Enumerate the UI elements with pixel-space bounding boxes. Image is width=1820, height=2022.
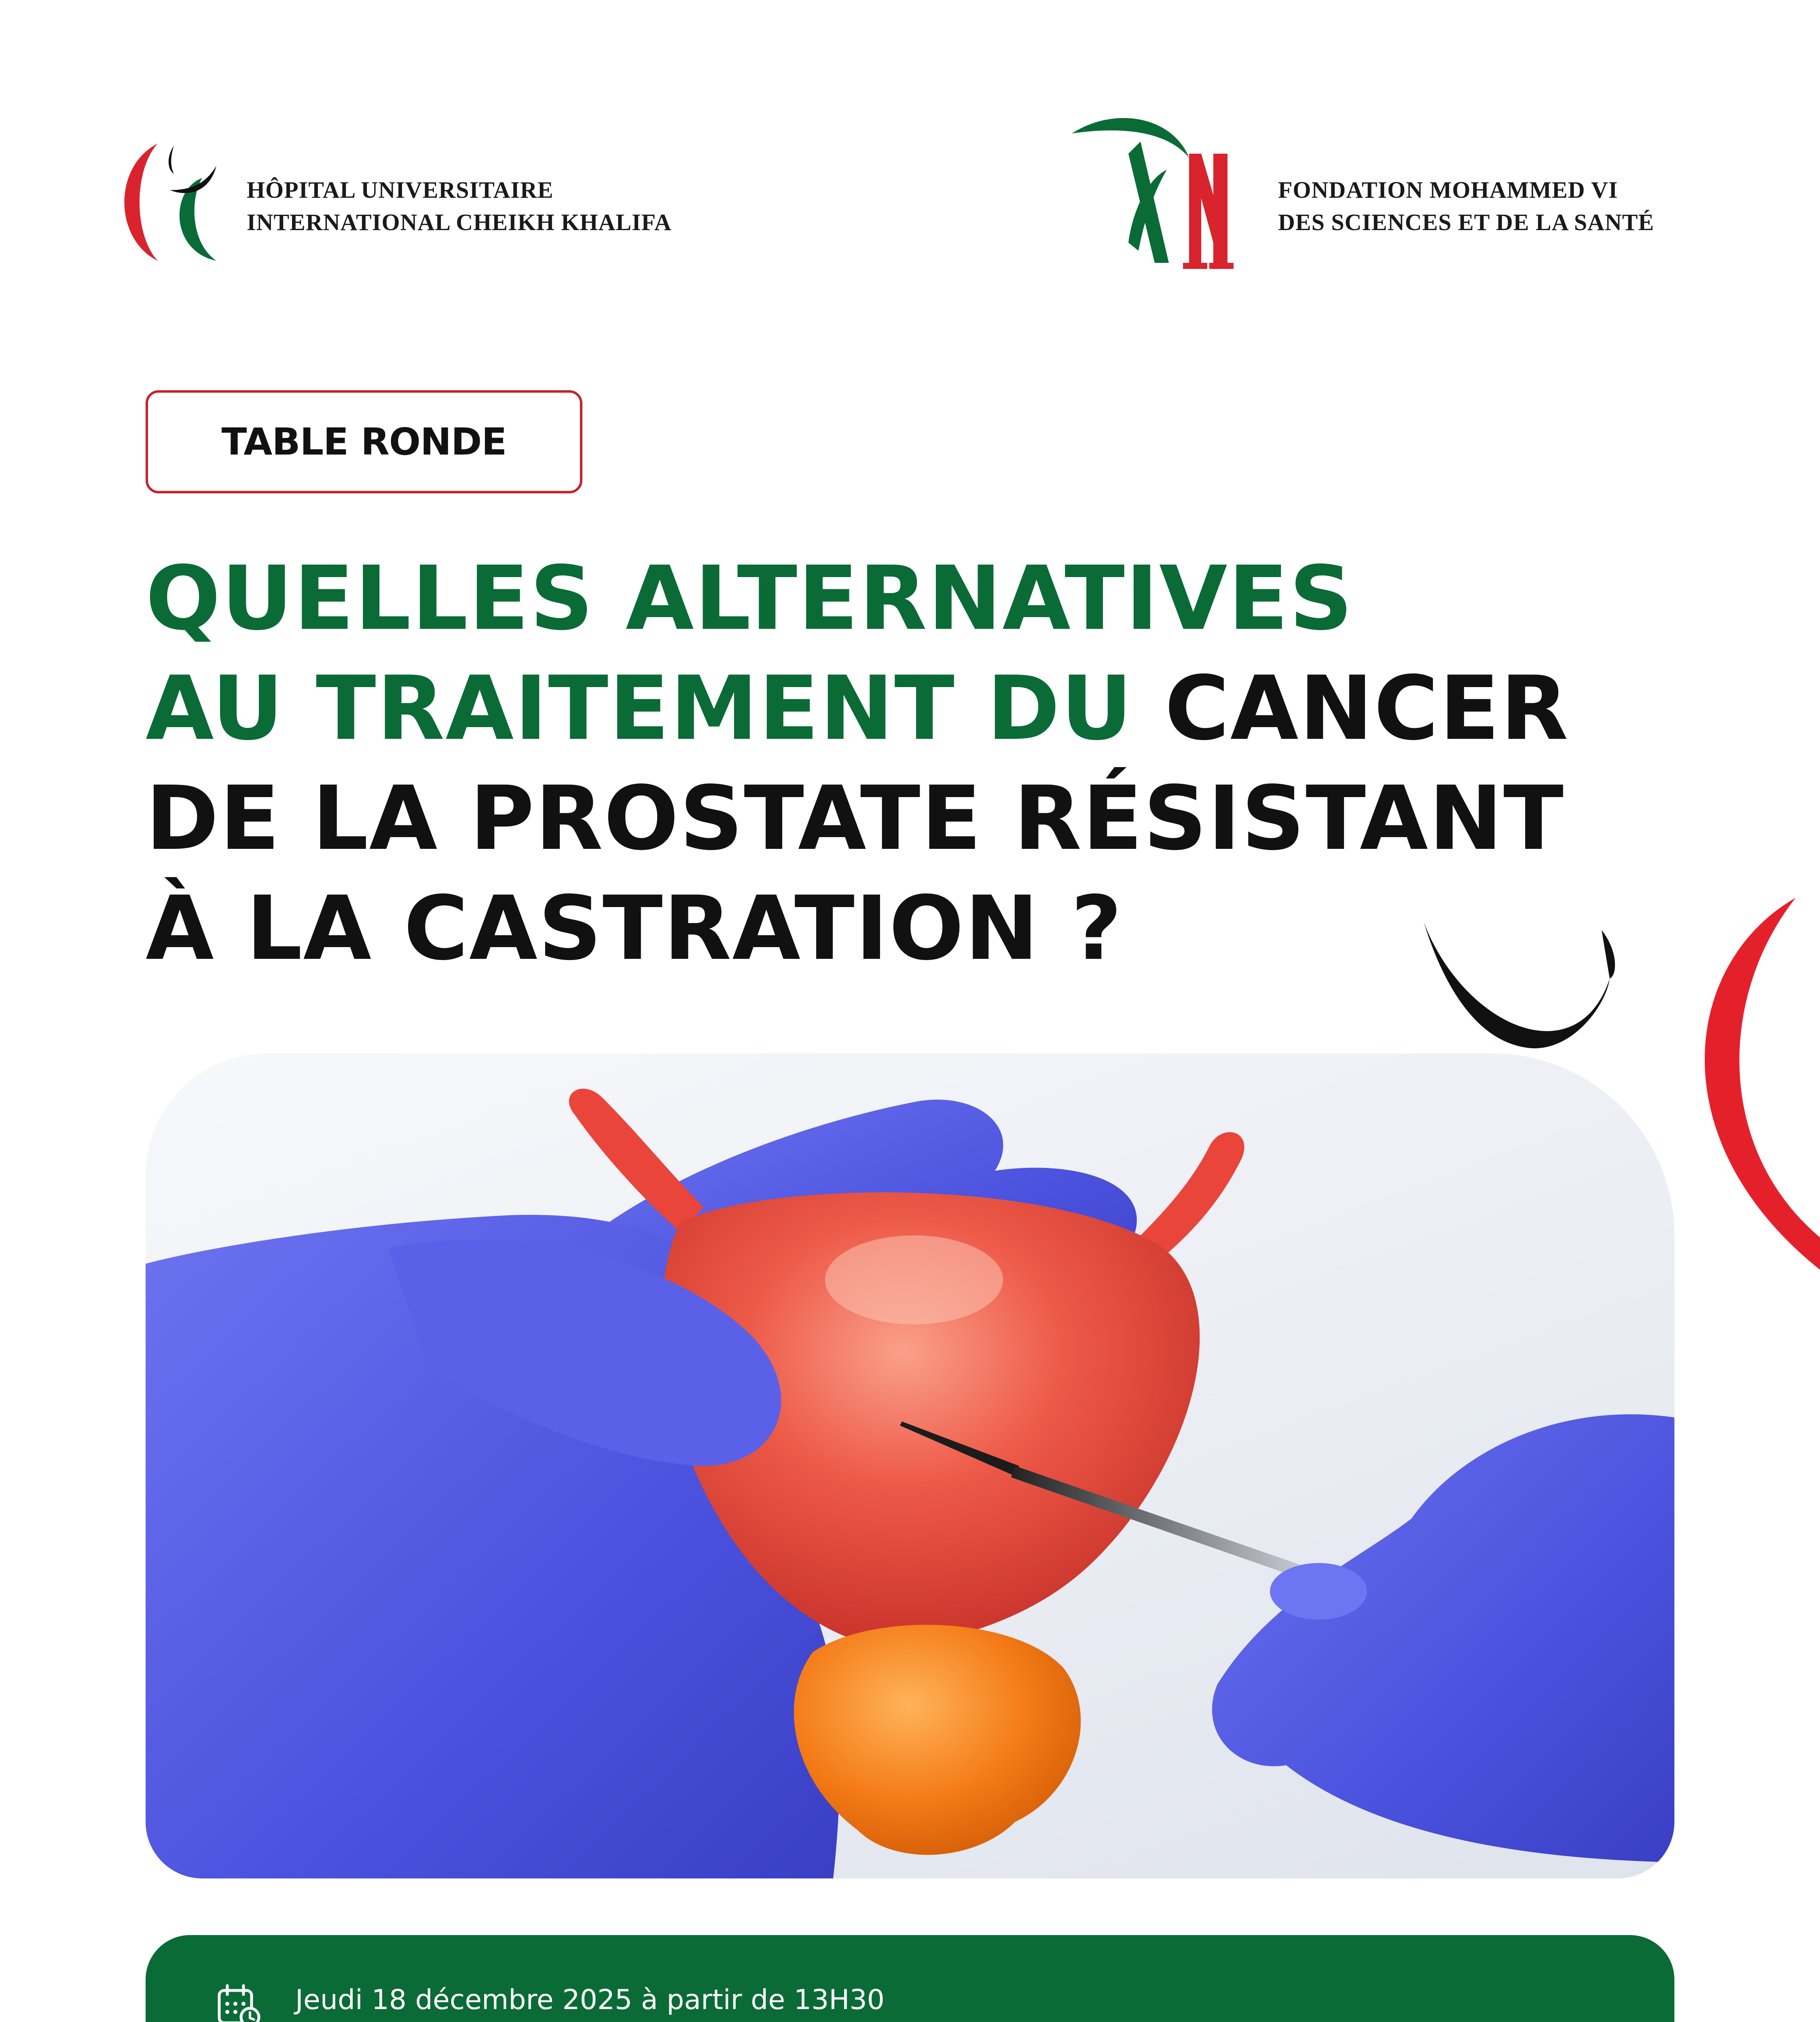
title-line-2-black: CANCER <box>1164 658 1569 760</box>
hospital-logo <box>109 129 756 275</box>
title-line-1: QUELLES ALTERNATIVES <box>146 548 1354 650</box>
hospital-name-line2: INTERNATIONAL CHEIKH KHALIFA <box>247 209 672 235</box>
title-line-2 <box>146 654 1642 764</box>
decorative-red-crescent-icon <box>1650 890 1820 1294</box>
title-line-4: À LA CASTRATION ? <box>146 878 1123 980</box>
event-date: Jeudi 18 décembre 2025 à partir de 13H30 <box>295 1984 885 2016</box>
event-date-text <box>295 1982 885 2019</box>
prostate-model-photo <box>146 1053 1674 1878</box>
event-date-row <box>214 1982 885 2022</box>
foundation-logo <box>1068 109 1755 271</box>
title-line-3: DE LA PROSTATE RÉSISTANT <box>146 768 1564 870</box>
event-info-banner <box>146 1935 1674 2022</box>
hospital-name-line1: HÔPITAL UNIVERSITAIRE <box>247 177 554 203</box>
title-line-2-green: AU TRAITEMENT DU <box>146 658 1165 760</box>
foundation-name-line2: DES SCIENCES ET DE LA SANTÉ <box>1278 209 1655 235</box>
hospital-emblem-icon <box>109 129 239 275</box>
calendar-clock-icon <box>214 1982 263 2022</box>
foundation-emblem-icon <box>1068 109 1270 271</box>
foundation-name-line1: FONDATION MOHAMMED VI <box>1278 177 1618 203</box>
hospital-name <box>247 174 672 239</box>
event-type-tag: TABLE RONDE <box>146 390 582 493</box>
foundation-name <box>1278 174 1654 239</box>
prostate-anatomy-illustration <box>146 1053 1674 1878</box>
